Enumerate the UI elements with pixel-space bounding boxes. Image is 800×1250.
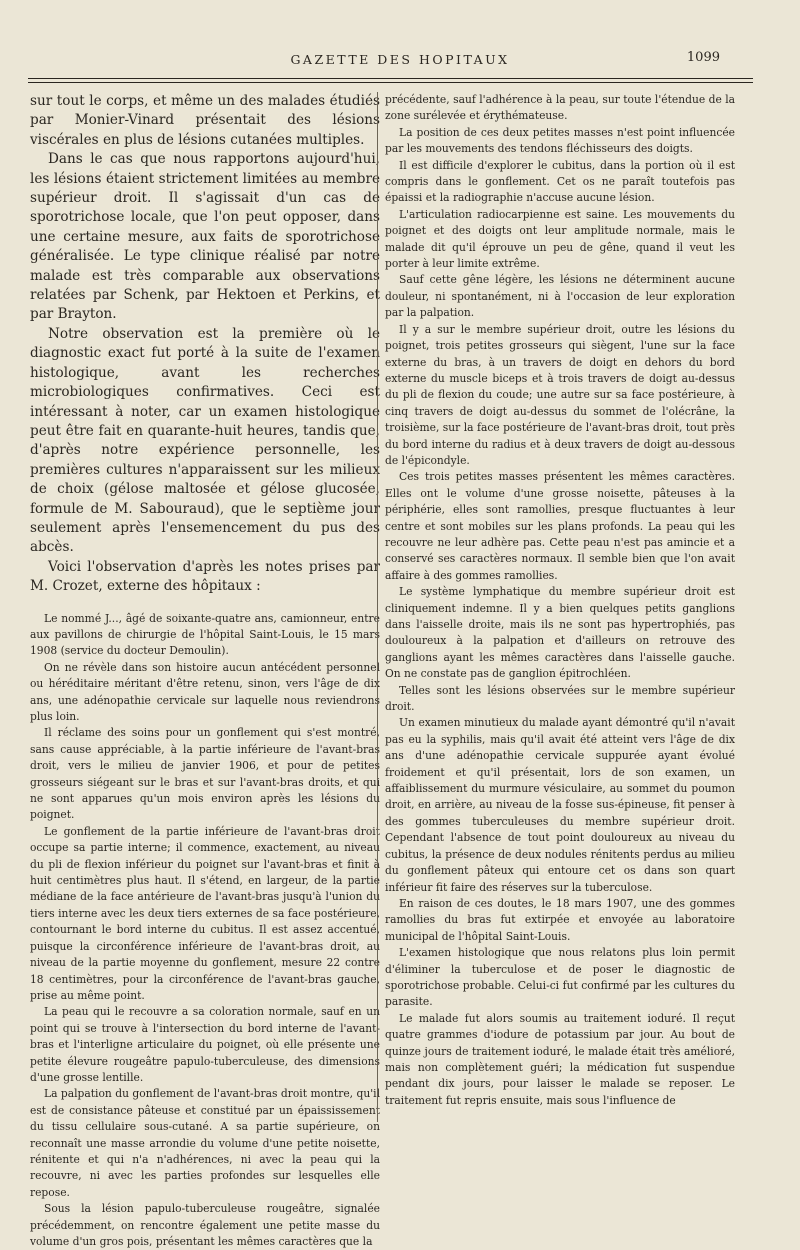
observation-paragraph: La palpation du gonflement de l'avant-bras droit montre, qu'il est de consistance pâteuse et constitué par un épaississement du tissu cellulaire sous-cutané. A sa partie supérieure, on reconnaît une masse arrondie du volume d'une petite noisette, rénitente et qui n'a n'adhérences, ni avec la peau qui la recouvre, ni avec les parties profondes sur lesquelles elle repose. xyxy=(30,1087,380,1199)
observation-paragraph: L'articulation radiocarpienne est saine. Les mouvements du poignet et des doigts ont leur amplitude normale, mais le malade dit qu'il éprouve un peu de gêne, quand il veut les porter à leur limite extrême. xyxy=(385,207,735,271)
observation-paragraph: La position de ces deux petites masses n'est point influencée par les mouvements des tendons fléchisseurs des doigts. xyxy=(385,125,735,156)
paragraph: Dans le cas que nous rapportons aujourd'hui, les lésions étaient strictement limitées au membre supérieur droit. Il s'agissait d'un cas de sporotrichose locale, que l'on peut opposer, dans une certaine mesure, aux faits de sporotrichose généralisée. Le type clinique réalisé par notre malade est très comparable aux observations relatées par Schenk, par Hektoen et Perkins, et par Brayton. xyxy=(30,151,380,323)
paragraph: sur tout le corps, et même un des malades étudiés par Monier-Vinard présentait des lésions viscérales en plus de lésions cutanées multiples. xyxy=(30,93,380,148)
observation-text xyxy=(30,611,380,1250)
observation-paragraph: En raison de ces doutes, le 18 mars 1907, une des gommes ramollies du bras fut extirpée et envoyée au laboratoire municipal de l'hôpital Saint-Louis. xyxy=(385,896,735,943)
right-column xyxy=(385,92,735,1109)
paragraph: Notre observation est la première où le diagnostic exact fut porté à la suite de l'examen histologique, avant les recherches microbiologiques confirmatives. Ceci est intéressant à noter, car un examen histologique peut être fait en quarante-huit heures, tandis que, d'après notre expérience personnelle, les premières cultures n'apparaissent sur les milieux de choix (gélose maltosée et gélose glucosée, formule de M. Sabouraud), que le septième jour seulement après l'ensemencement du pus des abcès. xyxy=(30,325,380,556)
journal-title: GAZETTE DES HOPITAUX xyxy=(290,52,510,67)
observation-paragraph: Un examen minutieux du malade ayant démontré qu'il n'avait pas eu la syphilis, mais qu'il avait été atteint vers l'âge de dix ans d'une adénopathie cervicale suppurée ayant évolué froidement et qu'il présentait, lors de son examen, un affaiblissement du murmure vésiculaire, au sommet du poumon droit, en arrière, au niveau de la fosse sus-épineuse, fit penser à des gommes tuberculeuses du membre supérieur droit. Cependant l'absence de tout point douloureux au niveau du cubitus, la présence de deux nodules rénitents perdus au milieu du gonflement pâteux qui entoure cet os dans son quart inférieur fit faire des réserves sur la tuberculose. xyxy=(385,716,735,894)
observation-paragraph: Le système lymphatique du membre supérieur droit est cliniquement indemne. Il y a bien quelques petits ganglions dans l'aisselle droite, mais ils ne sont pas hypertrophiés, pas douloureux à la palpation et d'ailleurs on retrouve des ganglions ayant les mêmes caractères dans l'aisselle gauche. On ne constate pas de ganglion épitrochléen. xyxy=(385,585,735,681)
observation-paragraph: La peau qui le recouvre a sa coloration normale, sauf en un point qui se trouve à l'intersection du bord interne de l'avant-bras et l'interligne articulaire du poignet, où elle présente une petite élevure rougeâtre papulo-tuberculeuse, des dimensions d'une grosse lentille. xyxy=(30,1005,380,1084)
observation-paragraph: Telles sont les lésions observées sur le membre supérieur droit. xyxy=(385,683,735,714)
observation-paragraph: Il réclame des soins pour un gonflement qui s'est montré, sans cause appréciable, à la partie inférieure de l'avant-bras droit, vers le milieu de janvier 1906, et pour de petites grosseurs siégeant sur le bras et sur l'avant-bras droits, et qui ne sont apparues qu'un mois environ après les lésions du poignet. xyxy=(30,726,380,822)
article-text xyxy=(30,92,380,597)
observation-paragraph: Sous la lésion papulo-tuberculeuse rougeâtre, signalée précédemment, on rencontre également une petite masse du volume d'un gros pois, présentant les mêmes caractères que la xyxy=(30,1202,380,1248)
observation-paragraph: Il est difficile d'explorer le cubitus, dans la portion où il est compris dans le gonflement. Cet os ne paraît toutefois pas épaissi et la radiographie n'accuse aucune lésion. xyxy=(385,158,735,205)
left-column xyxy=(30,92,380,1250)
observation-paragraph: On ne révèle dans son histoire aucun antécédent personnel ou héréditaire méritant d'être retenu, sinon, vers l'âge de dix ans, une adénopathie cervicale sur laquelle nous reviendrons plus loin. xyxy=(30,660,380,723)
page-number: 1099 xyxy=(686,50,720,65)
observation-paragraph: précédente, sauf l'adhérence à la peau, sur toute l'étendue de la zone surélevée et érythémateuse. xyxy=(385,93,735,123)
observation-paragraph: Il y a sur le membre supérieur droit, outre les lésions du poignet, trois petites grosseurs qui siègent, l'une sur la face externe du bras, à un travers de doigt en dehors du bord externe du muscle biceps et à trois travers de doigt au-dessus du pli de flexion du coude; une autre sur sa face postérieure, à cinq travers de doigt au-dessus du sommet de l'olécrâne, la troisième, sur la face postérieure de l'avant-bras droit, tout près du bord interne du radius et à deux travers de doigt au-dessous de l'épicondyle. xyxy=(385,322,735,467)
observation-paragraph: Le nommé J..., âgé de soixante-quatre ans, camionneur, entre aux pavillons de chirurgie de l'hôpital Saint-Louis, le 15 mars 1908 (service du docteur Demoulin). xyxy=(30,611,380,658)
observation-paragraph: Le malade fut alors soumis au traitement ioduré. Il reçut quatre grammes d'iodure de potassium par jour. Au bout de quinze jours de traitement ioduré, le malade était très amélioré, mais non complètement guéri; la médication fut suspendue pendant dix jours, pour laisser le malade se reposer. Le traitement fut repris ensuite, mais sous l'influence de xyxy=(385,1011,735,1107)
page-header xyxy=(0,50,800,72)
observation-paragraph: Ces trois petites masses présentent les mêmes caractères. Elles ont le volume d'une grosse noisette, pâteuses à la périphérie, elles sont ramollies, presque fluctuantes à leur centre et sont mobiles sur les plans profonds. La peau qui les recouvre ne leur adhère pas. Cette peau n'est pas amincie et a conservé ses caractères normaux. Il semble bien que l'on avait affaire à des gommes ramollies. xyxy=(385,470,735,582)
column-divider xyxy=(377,92,378,1122)
paragraph: Voici l'observation d'après les notes prises par M. Crozet, externe des hôpitaux : xyxy=(30,558,380,595)
observation-paragraph: Le gonflement de la partie inférieure de l'avant-bras droit occupe sa partie interne; il commence, exactement, au niveau du pli de flexion inférieur du poignet sur l'avant-bras et finit à huit centimètres plus haut. Il s'étend, en largeur, de la partie médiane de la face antérieure de l'avant-bras jusqu'à l'union du tiers interne avec les deux tiers externes de sa face postérieure, contournant le bord interne du cubitus. Il est assez accentué, puisque la circonférence inférieure de l'avant-bras droit, au niveau de la partie moyenne du gonflement, mesure 22 contre 18 centimètres, pour la circonférence de l'avant-bras gauche, prise au même point. xyxy=(30,824,380,1002)
observation-paragraph: L'examen histologique que nous relatons plus loin permit d'éliminer la tuberculose et de poser le diagnostic de sporotrichose probable. Celui-ci fut confirmé par les cultures du parasite. xyxy=(385,946,735,1009)
header-rule-thick xyxy=(28,78,753,79)
header-rule-thin xyxy=(28,82,753,83)
observation-paragraph: Sauf cette gêne légère, les lésions ne déterminent aucune douleur, ni spontanément, ni à l'occasion de leur exploration par la palpation. xyxy=(385,273,735,320)
